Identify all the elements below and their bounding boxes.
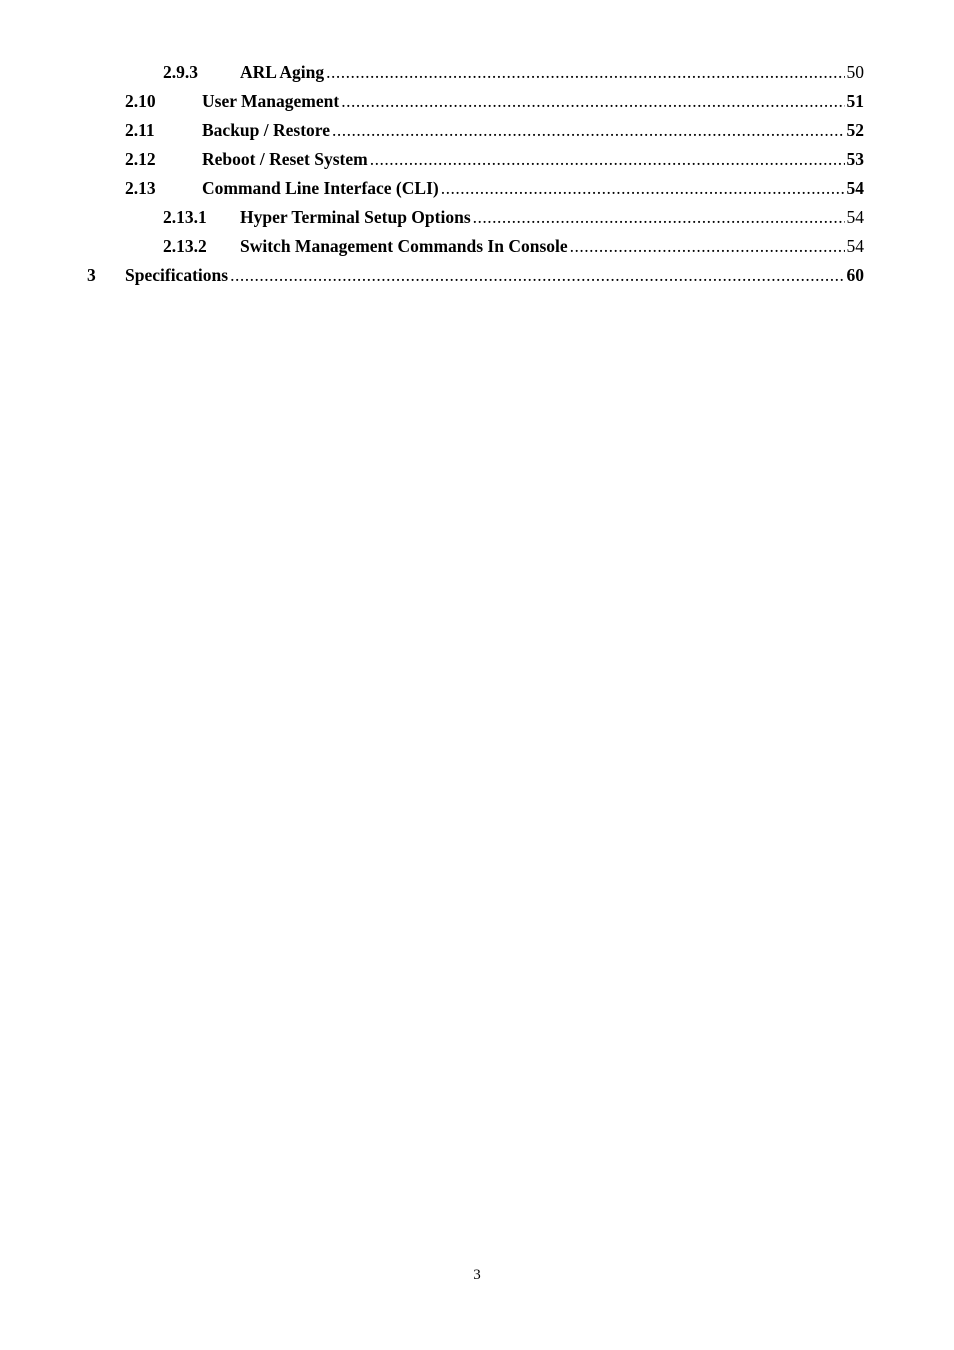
toc-entry-page: 54 xyxy=(846,207,864,227)
toc-dot-leader xyxy=(326,60,844,84)
toc-dot-leader xyxy=(441,176,845,200)
table-of-contents xyxy=(0,60,954,292)
toc-dot-leader xyxy=(370,147,845,171)
toc-entry-page: 53 xyxy=(846,149,864,169)
toc-entry-number: 2.13.1 xyxy=(163,207,207,227)
toc-entry-number: 2.13.2 xyxy=(163,236,207,256)
toc-entry-line xyxy=(240,205,864,229)
toc-entry-number: 2.13 xyxy=(125,178,156,198)
toc-entry-number: 2.10 xyxy=(125,91,156,111)
page-number: 3 xyxy=(473,1267,481,1283)
toc-entry-title: Switch Management Commands In Console xyxy=(240,236,568,256)
toc-entry-number: 2.9.3 xyxy=(163,62,198,82)
toc-entry-page: 54 xyxy=(846,178,864,198)
toc-dot-leader xyxy=(570,234,845,258)
toc-entry-2-13-2[interactable] xyxy=(0,234,954,263)
toc-entry-title: User Management xyxy=(202,91,340,111)
toc-dot-leader xyxy=(332,118,844,142)
toc-entry-2-9-3[interactable] xyxy=(0,60,954,89)
toc-entry-2-11[interactable] xyxy=(0,118,954,147)
toc-dot-leader xyxy=(341,89,844,113)
toc-entry-line xyxy=(202,118,864,142)
toc-entry-2-13-1[interactable] xyxy=(0,205,954,234)
toc-entry-line xyxy=(202,89,864,113)
toc-entry-3[interactable] xyxy=(0,263,954,292)
toc-entry-title: Command Line Interface (CLI) xyxy=(202,178,439,198)
toc-dot-leader xyxy=(230,263,844,287)
toc-entry-page: 52 xyxy=(846,120,864,140)
toc-entry-number: 2.11 xyxy=(125,120,155,140)
toc-dot-leader xyxy=(473,205,845,229)
toc-entry-2-13[interactable] xyxy=(0,176,954,205)
toc-entry-line xyxy=(202,147,864,171)
toc-entry-line xyxy=(240,234,864,258)
toc-entry-number: 3 xyxy=(87,265,96,285)
toc-entry-page: 51 xyxy=(846,91,864,111)
toc-entry-2-12[interactable] xyxy=(0,147,954,176)
toc-entry-title: Specifications xyxy=(125,265,229,285)
toc-entry-page: 60 xyxy=(846,265,864,285)
toc-entry-page: 50 xyxy=(846,62,864,82)
toc-entry-line xyxy=(202,176,864,200)
toc-entry-line xyxy=(240,60,864,84)
toc-entry-title: ARL Aging xyxy=(240,62,325,82)
toc-entry-2-10[interactable] xyxy=(0,89,954,118)
toc-entry-title: Reboot / Reset System xyxy=(202,149,368,169)
toc-entry-page: 54 xyxy=(846,236,864,256)
toc-entry-number: 2.12 xyxy=(125,149,156,169)
toc-entry-title: Backup / Restore xyxy=(202,120,331,140)
toc-entry-line xyxy=(125,263,864,287)
toc-entry-title: Hyper Terminal Setup Options xyxy=(240,207,471,227)
